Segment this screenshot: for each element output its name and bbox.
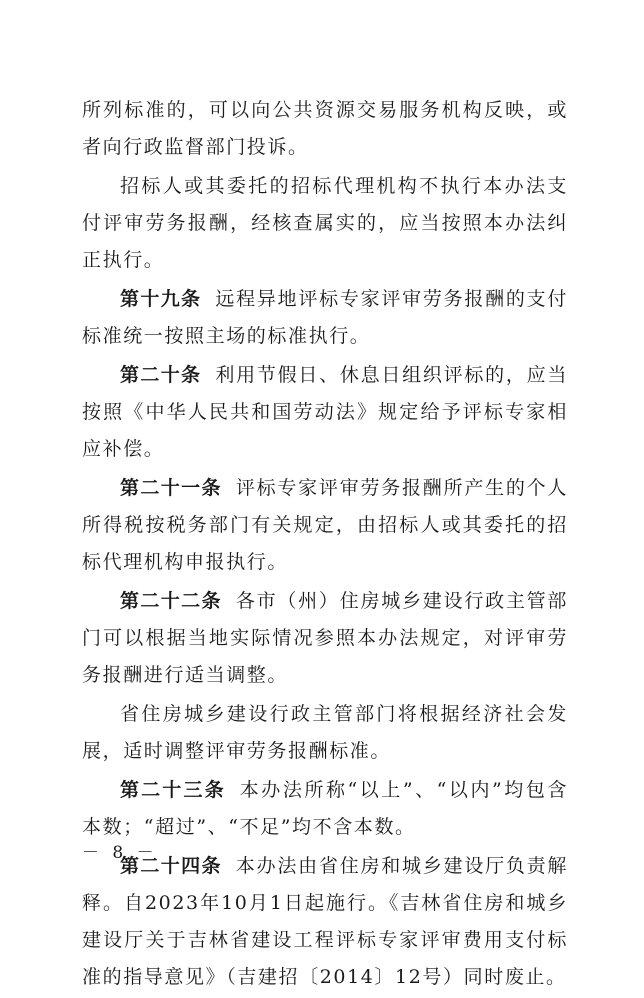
paragraph-text: 招标人或其委托的招标代理机构不执行本办法支付评审劳务报酬，经核查属实的，应当按照本办法纠正执行。 — [82, 175, 568, 271]
page-number: － 8 － — [82, 843, 158, 863]
article-23 — [82, 772, 568, 846]
article-number: 第十九条 — [120, 288, 202, 310]
article-number: 第二十一条 — [120, 477, 222, 499]
paragraph-text: 省住房城乡建设行政主管部门将根据经济社会发展，适时调整评审劳务报酬标准。 — [82, 703, 568, 762]
article-21 — [82, 470, 568, 581]
paragraph — [82, 168, 568, 279]
paragraph-text: 远程异地评标专家评审劳务报酬的支付标准统一按照主场的标准执行。 — [82, 288, 568, 347]
paragraph-text: 利用节假日、休息日组织评标的，应当按照《中华人民共和国劳动法》规定给予评标专家相应补偿。 — [82, 364, 568, 460]
paragraph — [82, 696, 568, 770]
paragraph-text: 本办法由省住房和城乡建设厅负责解释。自2023年10月1日起施行。《吉林省住房和城乡建设厅关于吉林省建设工程评标专家评审费用支付标准的指导意见》（吉建招〔2014〕12号）同时废止。 — [82, 855, 568, 988]
paragraph-text: 本办法所称“以上”、“以内”均包含本数；“超过”、“不足”均不含本数。 — [82, 779, 568, 838]
article-number: 第二十四条 — [120, 855, 222, 877]
paragraph-text: 所列标准的，可以向公共资源交易服务机构反映，或者向行政监督部门投诉。 — [82, 99, 568, 158]
paragraph-text: 各市（州）住房城乡建设行政主管部门可以根据当地实际情况参照本办法规定，对评审劳务报酬进行适当调整。 — [82, 590, 568, 686]
article-number: 第二十三条 — [120, 779, 226, 801]
paragraph — [82, 92, 568, 166]
article-number: 第二十二条 — [120, 590, 222, 612]
article-number: 第二十条 — [120, 364, 202, 386]
paragraph-text: 评标专家评审劳务报酬所产生的个人所得税按税务部门有关规定，由招标人或其委托的招标代理机构申报执行。 — [82, 477, 568, 573]
article-22 — [82, 583, 568, 694]
article-24 — [82, 848, 568, 996]
article-20 — [82, 357, 568, 468]
article-19 — [82, 281, 568, 355]
